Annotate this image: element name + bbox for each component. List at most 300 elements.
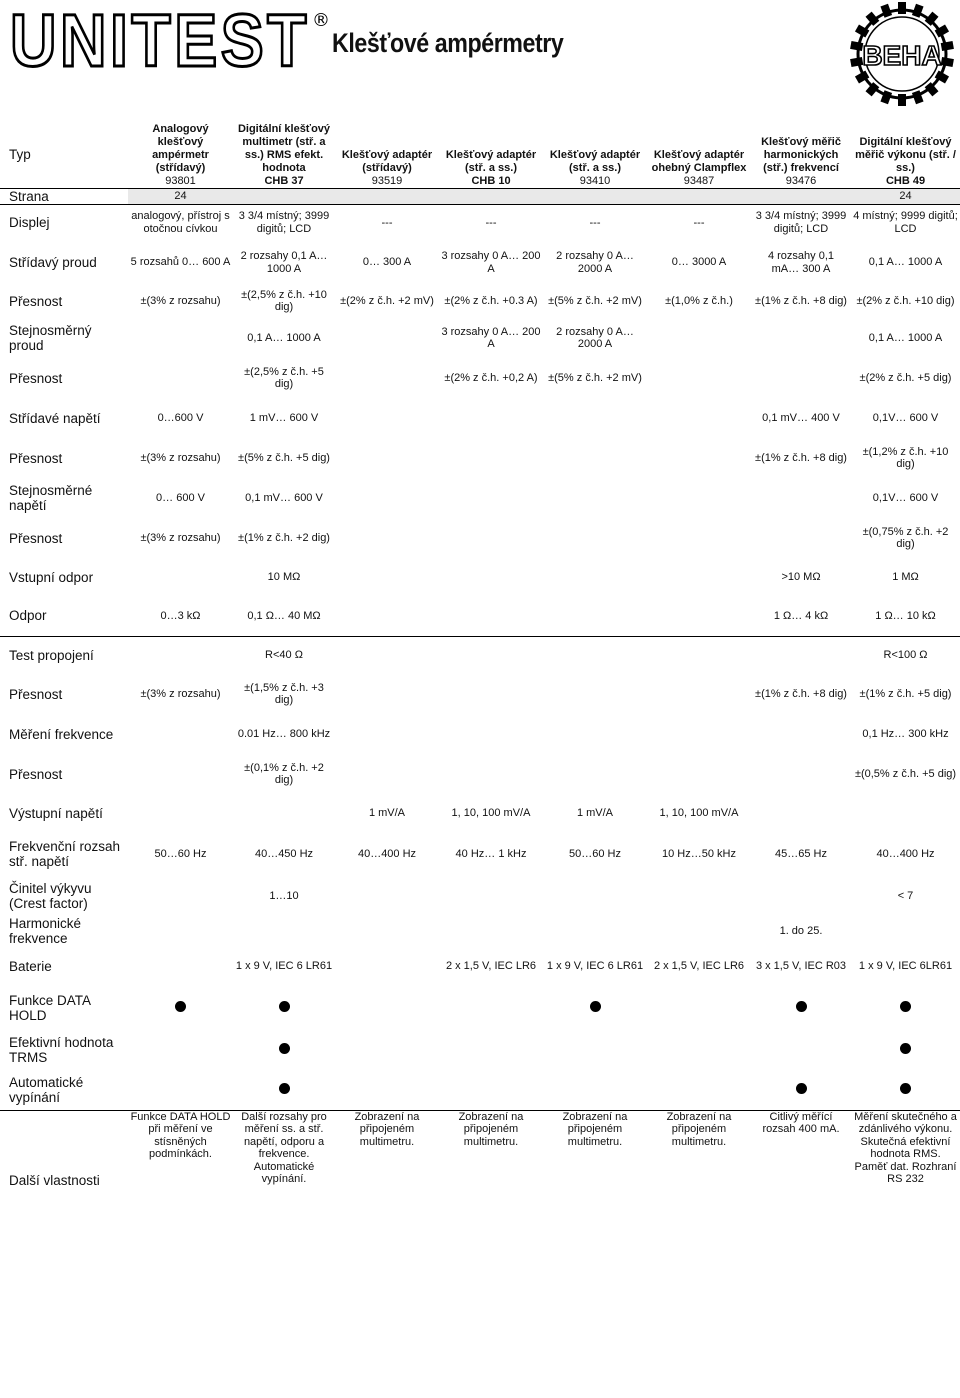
spec-cell: 1 x 9 V, IEC 6 LR61 xyxy=(546,959,644,972)
spec-row xyxy=(0,794,960,832)
spec-cell xyxy=(439,188,543,204)
spec-cell: ±(5% z č.h. +2 mV) xyxy=(548,371,642,384)
spec-cell xyxy=(543,438,647,478)
spec-cell xyxy=(647,596,751,636)
spec-cell: ±(0,75% z č.h. +2 dig) xyxy=(862,525,949,550)
spec-cell xyxy=(543,188,647,204)
spec-cell: 0…3 kΩ xyxy=(128,596,233,636)
spec-cell xyxy=(439,876,543,916)
spec-cell: ±(1% z č.h. +8 dig) xyxy=(755,451,847,464)
spec-cell: 3 3/4 místný; 3999 digitů; LCD xyxy=(238,210,330,235)
spec-row xyxy=(0,986,960,1030)
spec-cell: 50…60 Hz xyxy=(569,847,621,860)
feature-bullet-icon xyxy=(900,1043,911,1054)
spec-cell xyxy=(335,1070,439,1110)
spec-cell: 2 x 1,5 V, IEC LR6 xyxy=(445,959,537,972)
spec-cell: 1. do 25. xyxy=(779,924,823,937)
row-label: Střídavé napětí xyxy=(9,410,101,426)
spec-cell xyxy=(851,916,960,946)
column-code: 93476 xyxy=(785,174,817,187)
spec-row xyxy=(0,204,960,241)
spec-cell xyxy=(128,714,233,754)
spec-cell: 2 rozsahy 0,1 A… 1000 A xyxy=(240,250,328,275)
spec-cell xyxy=(439,438,543,478)
unitest-logo-graphic xyxy=(8,4,328,74)
row-label: Baterie xyxy=(9,958,52,974)
column-name: Klešťový adaptér (stř. a ss.) xyxy=(549,148,641,174)
spec-cell xyxy=(439,714,543,754)
spec-row xyxy=(0,1070,960,1110)
spec-cell xyxy=(851,986,960,1030)
spec-cell: ±(3% z rozsahu) xyxy=(140,687,221,700)
feature-bullet-icon xyxy=(590,1001,601,1012)
spec-cell: ±(2% z č.h. +2 mV) xyxy=(340,294,434,307)
spec-cell: ±(0,1% z č.h. +2 dig) xyxy=(244,761,324,786)
gear-tooth xyxy=(898,94,906,106)
spec-cell: 4 rozsahy 0,1 mA… 300 A xyxy=(767,250,835,275)
feature-bullet-icon xyxy=(279,1043,290,1054)
column-name: Klešťový adaptér (střídavý) xyxy=(341,148,433,174)
gear-tooth xyxy=(898,2,906,14)
spec-cell: 1…10 xyxy=(269,889,299,902)
spec-cell: 0.01 Hz… 800 kHz xyxy=(237,727,331,740)
spec-cell xyxy=(543,754,647,794)
spec-cell xyxy=(128,358,233,398)
spec-cell: ±(3% z rozsahu) xyxy=(140,531,221,544)
spec-cell xyxy=(128,986,233,1030)
unitest-logo xyxy=(8,4,328,74)
spec-cell: R<40 Ω xyxy=(265,649,303,661)
spec-cell xyxy=(647,558,751,596)
spec-cell: ±(1,2% z č.h. +10 dig) xyxy=(862,445,949,470)
spec-cell xyxy=(439,122,543,188)
spec-cell: < 7 xyxy=(897,889,914,902)
row-label: Přesnost xyxy=(9,450,63,466)
spec-cell: 1 mV/A xyxy=(576,806,614,819)
row-label: Vstupní odpor xyxy=(9,569,94,585)
spec-row xyxy=(0,754,960,794)
spec-cell xyxy=(335,876,439,916)
column-code: 93410 xyxy=(579,174,611,187)
spec-cell xyxy=(335,188,439,204)
spec-cell xyxy=(233,1070,335,1110)
spec-cell: Zobrazení na připojeném multimetru. xyxy=(666,1110,732,1148)
spec-cell: --- xyxy=(693,216,705,229)
spec-cell xyxy=(335,438,439,478)
spec-cell: 1, 10, 100 mV/A xyxy=(451,806,531,819)
spec-row xyxy=(0,478,960,518)
row-label: Displej xyxy=(9,215,50,231)
column-code: 93487 xyxy=(683,174,715,187)
spec-cell xyxy=(543,916,647,946)
spec-cell xyxy=(335,674,439,714)
spec-cell: ±(2% z č.h. +5 dig) xyxy=(859,371,952,384)
spec-row xyxy=(0,318,960,358)
spec-cell: 40…450 Hz xyxy=(254,847,314,860)
spec-cell: 40…400 Hz xyxy=(357,847,417,860)
column-code: 93801 xyxy=(165,174,196,187)
spec-cell xyxy=(335,596,439,636)
feature-bullet-icon xyxy=(900,1083,911,1094)
spec-cell: ±(1% z č.h. +2 dig) xyxy=(238,531,330,544)
spec-cell xyxy=(543,1070,647,1110)
spec-cell xyxy=(128,318,233,358)
row-label: Strana xyxy=(0,188,128,204)
spec-row xyxy=(0,358,960,398)
spec-cell xyxy=(335,916,439,946)
spec-cell xyxy=(751,478,851,518)
logo-text: UNITEST xyxy=(10,4,310,74)
spec-cell: ±(2,5% z č.h. +10 dig) xyxy=(241,288,327,313)
spec-cell xyxy=(233,188,335,204)
spec-cell: 0… 600 V xyxy=(156,491,205,504)
spec-row xyxy=(0,438,960,478)
spec-cell xyxy=(335,518,439,558)
spec-cell: 0,1 Hz… 300 kHz xyxy=(862,727,949,740)
spec-cell: 10 Hz…50 kHz xyxy=(662,847,736,860)
column-code: CHB 37 xyxy=(264,174,304,187)
spec-cell xyxy=(335,636,439,674)
spec-cell xyxy=(128,1030,233,1070)
spec-cell xyxy=(543,478,647,518)
spec-cell xyxy=(647,986,751,1030)
row-label: Měření frekvence xyxy=(9,726,114,742)
spec-cell: ±(2% z č.h. +0.3 A) xyxy=(444,294,538,307)
spec-cell: Zobrazení na připojeném multimetru. xyxy=(562,1110,628,1148)
spec-cell: Další rozsahy pro měření ss. a stř. napětí, odporu a frekvence. Automatické vypínání. xyxy=(241,1110,327,1185)
spec-cell: 0,1 A… 1000 A xyxy=(868,331,943,344)
spec-cell xyxy=(233,794,335,832)
row-label: Přesnost xyxy=(9,686,63,702)
spec-cell xyxy=(335,986,439,1030)
spec-cell xyxy=(647,358,751,398)
spec-cell xyxy=(233,1030,335,1070)
row-label: Přesnost xyxy=(9,370,63,386)
spec-cell: ±(5% z č.h. +2 mV) xyxy=(548,294,642,307)
spec-row xyxy=(0,1030,960,1070)
row-label: Efektivní hodnota TRMS xyxy=(9,1035,114,1065)
spec-cell: ±(3% z rozsahu) xyxy=(140,294,221,307)
spec-cell: 3 rozsahy 0 A… 200 A xyxy=(441,250,541,275)
spec-cell: ±(2% z č.h. +10 dig) xyxy=(856,294,955,307)
spec-cell xyxy=(647,518,751,558)
spec-cell xyxy=(751,1070,851,1110)
spec-cell: 0,1V… 600 V xyxy=(872,491,939,504)
column-name: Digitální klešťový měřič výkonu (stř. / ss.) xyxy=(855,135,956,174)
spec-cell: ±(5% z č.h. +5 dig) xyxy=(238,451,330,464)
spec-row xyxy=(0,916,960,946)
spec-cell xyxy=(335,1030,439,1070)
spec-cell xyxy=(647,636,751,674)
spec-cell: 0… 3000 A xyxy=(671,256,727,269)
registered-mark: ® xyxy=(312,10,328,31)
row-label: Harmonické frekvence xyxy=(9,916,82,946)
spec-cell: Funkce DATA HOLD při měření ve stísněných podmínkách. xyxy=(130,1110,231,1160)
spec-cell xyxy=(128,636,233,674)
spec-cell xyxy=(439,986,543,1030)
spec-cell xyxy=(751,986,851,1030)
spec-cell xyxy=(751,358,851,398)
gear-tooth xyxy=(850,41,863,51)
row-label: Funkce DATA HOLD xyxy=(9,993,91,1023)
spec-cell xyxy=(543,1030,647,1070)
spec-cell xyxy=(647,916,751,946)
spec-cell: 3 rozsahy 0 A… 200 A xyxy=(441,325,541,350)
column-code: 93519 xyxy=(371,174,403,187)
spec-cell: ±(0,5% z č.h. +5 dig) xyxy=(854,767,957,780)
spec-cell xyxy=(647,674,751,714)
spec-cell xyxy=(439,478,543,518)
spec-cell xyxy=(751,188,851,204)
spec-cell xyxy=(439,596,543,636)
spec-cell xyxy=(647,122,751,188)
spec-cell xyxy=(128,916,233,946)
spec-cell: >10 MΩ xyxy=(781,570,821,583)
spec-cell: 0,1 A… 1000 A xyxy=(247,331,321,344)
feature-bullet-icon xyxy=(796,1001,807,1012)
spec-cell: 2 x 1,5 V, IEC LR6 xyxy=(653,959,745,972)
beha-logo xyxy=(848,2,956,106)
column-name: Klešťový adaptér ohebný Clampflex xyxy=(651,148,747,174)
spec-cell xyxy=(751,714,851,754)
feature-bullet-icon xyxy=(279,1083,290,1094)
spec-cell: 0,1 Ω… 40 MΩ xyxy=(233,596,335,636)
spec-cell xyxy=(543,876,647,916)
spec-cell xyxy=(128,754,233,794)
spec-row xyxy=(0,398,960,438)
column-name: Klešťový adaptér (stř. a ss.) xyxy=(445,148,537,174)
gear-tooth xyxy=(850,57,863,67)
spec-cell: 50…60 Hz xyxy=(154,847,207,860)
spec-cell xyxy=(335,318,439,358)
spec-row xyxy=(0,636,960,674)
spec-cell xyxy=(647,318,751,358)
row-label: Činitel výkyvu (Crest factor) xyxy=(9,881,92,911)
spec-row xyxy=(0,946,960,986)
spec-cell xyxy=(128,558,233,596)
spec-cell xyxy=(647,714,751,754)
spec-cell xyxy=(543,398,647,438)
spec-cell xyxy=(335,478,439,518)
row-label: Stejnosměrný proud xyxy=(9,323,92,353)
spec-cell: 5 rozsahů 0… 600 A xyxy=(130,256,231,269)
spec-cell xyxy=(851,1070,960,1110)
spec-cell xyxy=(439,1070,543,1110)
row-label: Automatické vypínání xyxy=(0,1070,128,1110)
page-title: Klešťové ampérmetry xyxy=(332,28,564,58)
spec-cell xyxy=(647,754,751,794)
spec-cell xyxy=(751,876,851,916)
spec-cell xyxy=(647,188,751,204)
spec-cell xyxy=(335,122,439,188)
spec-cell: 4 místný; 9999 digitů; LCD xyxy=(853,210,958,235)
spec-row xyxy=(0,714,960,754)
spec-cell: ±(3% z rozsahu) xyxy=(140,451,221,464)
spec-cell: 1 mV… 600 V xyxy=(249,411,319,424)
row-label: Test propojení xyxy=(9,647,94,663)
row-label: Frekvenční rozsah stř. napětí xyxy=(9,839,121,869)
spec-cell xyxy=(128,794,233,832)
spec-cell: 40 Hz… 1 kHz xyxy=(455,847,527,860)
spec-cell xyxy=(543,558,647,596)
spec-cell xyxy=(439,916,543,946)
row-label: Přesnost xyxy=(9,293,63,309)
spec-cell xyxy=(335,714,439,754)
column-code: CHB 10 xyxy=(471,174,511,187)
spec-cell xyxy=(647,438,751,478)
spec-cell: ±(1% z č.h. +8 dig) xyxy=(755,687,847,700)
spec-cell: 2 rozsahy 0 A… 2000 A xyxy=(556,325,634,350)
column-name: Digitální klešťový multimetr (stř. a ss.) RMS efekt. hodnota xyxy=(237,122,331,174)
spec-cell: --- xyxy=(485,216,497,229)
spec-cell xyxy=(751,636,851,674)
spec-table xyxy=(0,122,960,1250)
spec-row xyxy=(0,596,960,636)
spec-cell xyxy=(751,754,851,794)
spec-cell: 0…600 V xyxy=(157,411,204,424)
spec-cell: 40…400 Hz xyxy=(876,847,935,860)
spec-cell: 24 xyxy=(851,188,960,204)
spec-row xyxy=(0,241,960,284)
spec-cell xyxy=(335,754,439,794)
spec-cell: 0,1 mV… 600 V xyxy=(245,491,323,504)
spec-cell xyxy=(128,946,233,986)
spec-cell: --- xyxy=(589,216,601,229)
spec-cell xyxy=(751,518,851,558)
spec-cell xyxy=(851,1030,960,1070)
spec-cell: Citlivý měřící rozsah 400 mA. xyxy=(762,1110,840,1135)
feature-bullet-icon xyxy=(279,1001,290,1012)
spec-cell xyxy=(543,122,647,188)
column-name: Analogový klešťový ampérmetr (střídavý) xyxy=(152,122,209,174)
spec-cell xyxy=(851,794,960,832)
spec-cell: Zobrazení na připojeném multimetru. xyxy=(458,1110,524,1148)
spec-cell xyxy=(647,1070,751,1110)
spec-cell xyxy=(543,986,647,1030)
feature-bullet-icon xyxy=(175,1001,186,1012)
spec-cell xyxy=(543,636,647,674)
spec-cell xyxy=(233,916,335,946)
spec-cell xyxy=(543,674,647,714)
spec-cell: ±(1% z č.h. +5 dig) xyxy=(859,687,952,700)
spec-cell: 1 x 9 V, IEC 6 LR61 xyxy=(235,959,333,972)
spec-cell xyxy=(751,794,851,832)
column-code: CHB 49 xyxy=(885,174,926,187)
spec-cell: ±(1% z č.h. +8 dig) xyxy=(755,294,847,307)
spec-cell: 0,1 A… 1000 A xyxy=(868,256,943,269)
row-label: Typ xyxy=(0,122,128,188)
spec-cell: Měření skutečného a zdánlivého výkonu. Skutečná efektivní hodnota RMS. Paměť dat. Rozhraní RS 232 xyxy=(854,1110,957,1185)
spec-cell: 1, 10, 100 mV/A xyxy=(659,806,739,819)
spec-cell: 1 Ω… 4 kΩ xyxy=(751,596,851,636)
feature-bullet-icon xyxy=(900,1001,911,1012)
spec-cell xyxy=(647,876,751,916)
spec-cell: ±(1,0% z č.h.) xyxy=(665,294,733,307)
spec-cell xyxy=(751,1030,851,1070)
row-label: Přesnost xyxy=(9,766,63,782)
row-label: Další vlastnosti xyxy=(9,1172,100,1188)
spec-cell xyxy=(128,1070,233,1110)
spec-cell xyxy=(439,1030,543,1070)
spec-cell xyxy=(647,1030,751,1070)
spec-cell xyxy=(543,518,647,558)
spec-cell: ±(2% z č.h. +0,2 A) xyxy=(444,371,538,384)
spec-cell: 45…65 Hz xyxy=(775,847,827,860)
spec-cell xyxy=(335,946,439,986)
spec-cell: ±(1,5% z č.h. +3 dig) xyxy=(244,681,324,706)
gear-tooth xyxy=(941,41,954,51)
spec-cell xyxy=(439,674,543,714)
spec-cell xyxy=(335,558,439,596)
spec-cell xyxy=(335,398,439,438)
row-label: Střídavý proud xyxy=(9,255,97,270)
spec-cell: --- xyxy=(381,216,393,229)
spec-cell xyxy=(647,478,751,518)
row-label: Stejnosměrné napětí xyxy=(9,483,93,513)
spec-cell: 24 xyxy=(128,188,233,204)
spec-cell: 1 mV/A xyxy=(368,806,406,819)
spec-cell: 3 x 1,5 V, IEC R03 xyxy=(755,959,847,972)
spec-cell xyxy=(128,876,233,916)
spec-cell: 2 rozsahy 0 A… 2000 A xyxy=(556,250,634,275)
row-label: Přesnost xyxy=(9,530,63,546)
spec-cell: analogový, přístroj s otočnou cívkou xyxy=(131,210,230,235)
spec-cell xyxy=(647,398,751,438)
spec-cell xyxy=(439,398,543,438)
spec-row xyxy=(0,832,960,876)
spec-cell xyxy=(543,714,647,754)
spec-cell xyxy=(335,358,439,398)
spec-row xyxy=(0,122,960,188)
spec-cell xyxy=(439,754,543,794)
feature-bullet-icon xyxy=(796,1083,807,1094)
spec-cell xyxy=(233,986,335,1030)
spec-cell: Zobrazení na připojeném multimetru. xyxy=(354,1110,420,1148)
gear-tooth xyxy=(941,57,954,67)
spec-cell: R<100 Ω xyxy=(883,649,928,661)
spec-cell: 3 3/4 místný; 3999 digitů; LCD xyxy=(755,210,847,235)
spec-row xyxy=(0,1110,960,1250)
spec-cell xyxy=(543,596,647,636)
spec-row xyxy=(0,558,960,596)
spec-cell xyxy=(751,318,851,358)
spec-row xyxy=(0,284,960,318)
spec-cell: 1 Ω… 10 kΩ xyxy=(851,596,960,636)
spec-cell: 0,1 mV… 400 V xyxy=(762,411,840,424)
spec-cell xyxy=(851,122,960,188)
spec-cell: 0,1V… 600 V xyxy=(872,411,939,424)
spec-cell xyxy=(439,518,543,558)
spec-row xyxy=(0,674,960,714)
spec-cell xyxy=(233,122,335,188)
beha-logo-text: BEHA xyxy=(862,40,942,71)
spec-row xyxy=(0,876,960,916)
column-name: Klešťový měřič harmonických (stř.) frekvencí xyxy=(761,135,841,174)
spec-cell: 10 MΩ xyxy=(267,570,301,583)
spec-cell: 0… 300 A xyxy=(362,256,412,269)
row-label: Výstupní napětí xyxy=(9,805,103,821)
spec-row xyxy=(0,188,960,204)
spec-row xyxy=(0,518,960,558)
spec-cell xyxy=(128,122,233,188)
row-label: Odpor xyxy=(0,596,128,636)
spec-cell: 1 x 9 V, IEC 6LR61 xyxy=(858,959,953,972)
spec-cell xyxy=(439,636,543,674)
spec-cell xyxy=(751,122,851,188)
spec-cell xyxy=(439,558,543,596)
spec-cell: ±(2,5% z č.h. +5 dig) xyxy=(244,365,324,390)
spec-cell: 1 MΩ xyxy=(892,570,919,583)
